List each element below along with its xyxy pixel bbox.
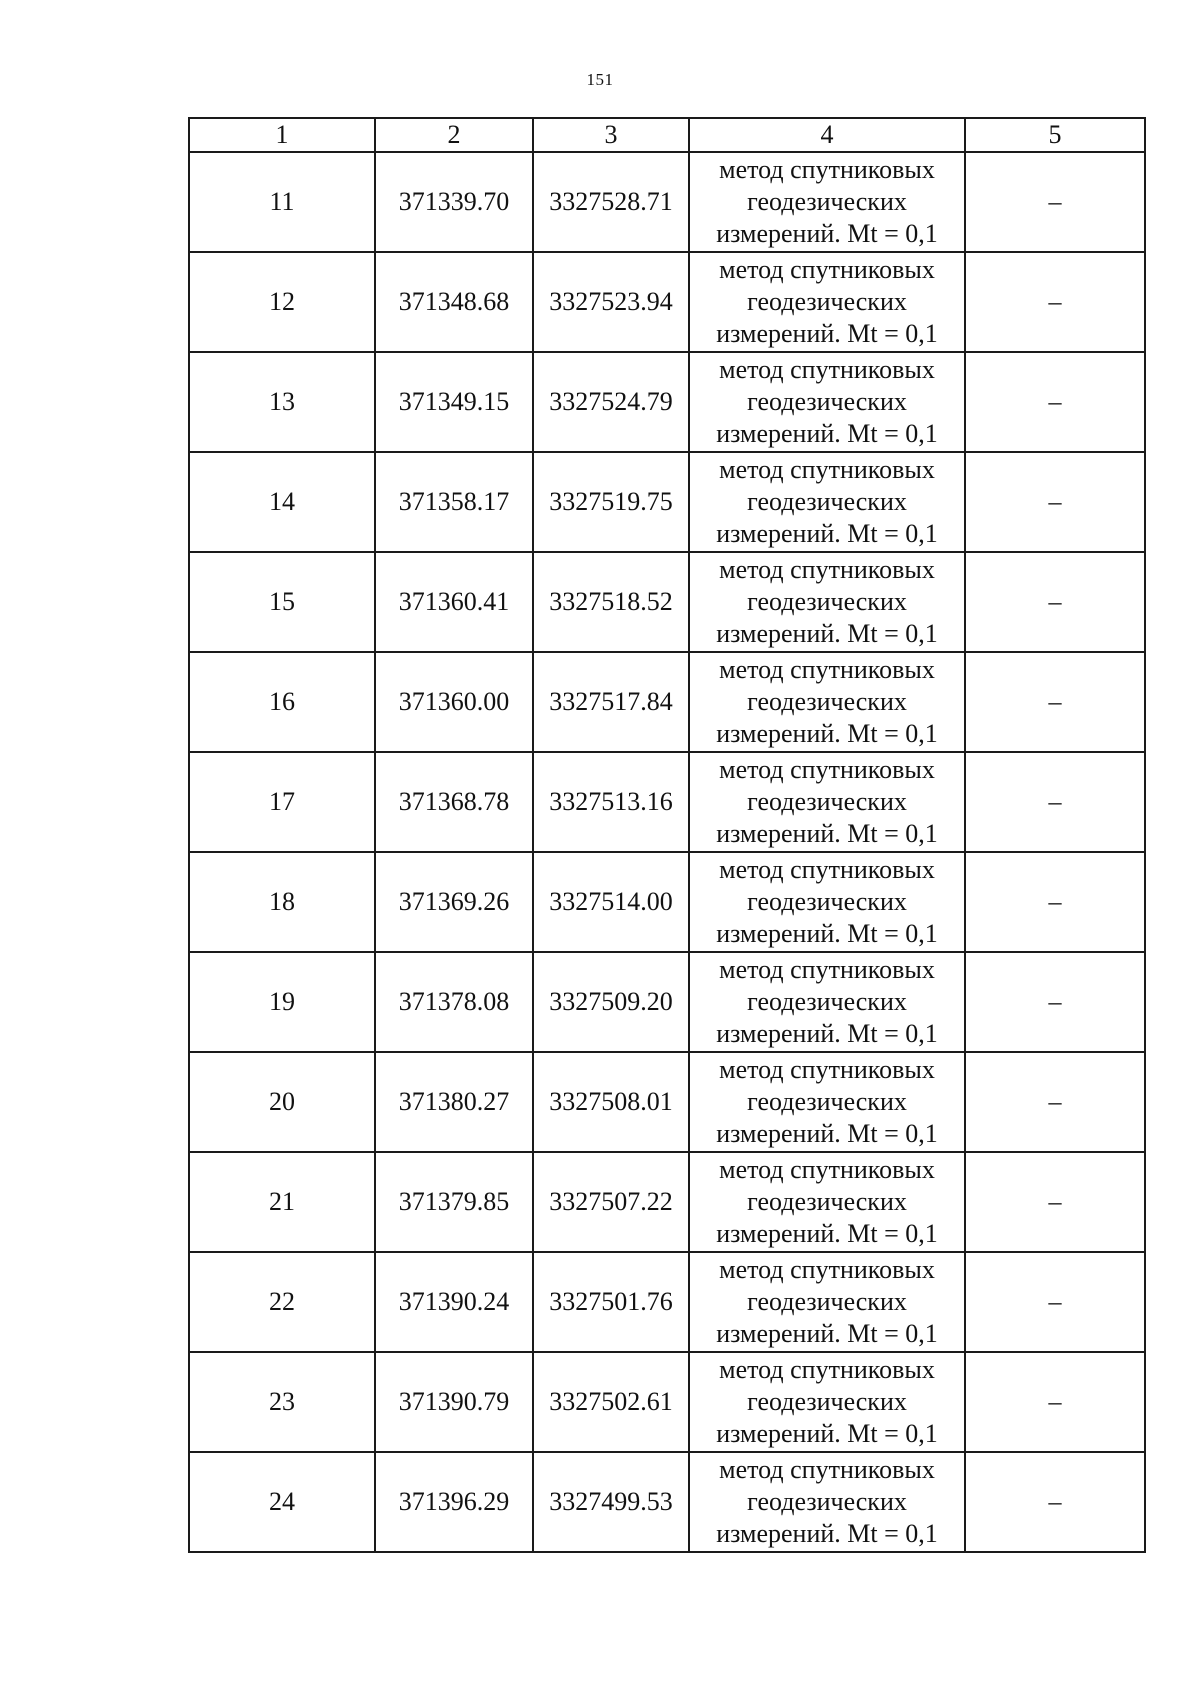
y-coordinate-cell: 3327508.01 <box>533 1052 689 1152</box>
y-coordinate-cell: 3327499.53 <box>533 1452 689 1552</box>
point-number-cell: 17 <box>189 752 375 852</box>
method-cell <box>689 652 965 752</box>
method-cell <box>689 1052 965 1152</box>
method-text-line: геодезических <box>747 787 907 816</box>
method-text-line: измерений. Mt = 0,1 <box>716 819 938 848</box>
method-text-line: метод спутниковых <box>719 455 935 484</box>
x-coordinate-cell: 371368.78 <box>375 752 533 852</box>
method-text-line: геодезических <box>747 1287 907 1316</box>
method-text-line: метод спутниковых <box>719 1155 935 1184</box>
method-text-line: измерений. Mt = 0,1 <box>716 519 938 548</box>
y-coordinate-cell: 3327501.76 <box>533 1252 689 1352</box>
method-text-line: метод спутниковых <box>719 355 935 384</box>
method-cell <box>689 1452 965 1552</box>
x-coordinate-cell: 371396.29 <box>375 1452 533 1552</box>
method-cell <box>689 352 965 452</box>
method-text-line: геодезических <box>747 887 907 916</box>
method-text-line: геодезических <box>747 1487 907 1516</box>
method-text-line: измерений. Mt = 0,1 <box>716 1319 938 1348</box>
header-cell-2: 2 <box>375 118 533 152</box>
method-cell <box>689 752 965 852</box>
note-cell: – <box>965 752 1145 852</box>
method-text-line: измерений. Mt = 0,1 <box>716 219 938 248</box>
x-coordinate-cell: 371390.79 <box>375 1352 533 1452</box>
x-coordinate-cell: 371358.17 <box>375 452 533 552</box>
x-coordinate-cell: 371379.85 <box>375 1152 533 1252</box>
header-cell-5: 5 <box>965 118 1145 152</box>
x-coordinate-cell: 371390.24 <box>375 1252 533 1352</box>
method-text-line: метод спутниковых <box>719 1255 935 1284</box>
y-coordinate-cell: 3327518.52 <box>533 552 689 652</box>
point-number-cell: 19 <box>189 952 375 1052</box>
table-row <box>189 652 1145 752</box>
x-coordinate-cell: 371348.68 <box>375 252 533 352</box>
note-cell: – <box>965 552 1145 652</box>
method-text-line: геодезических <box>747 687 907 716</box>
method-text-line: измерений. Mt = 0,1 <box>716 319 938 348</box>
note-cell: – <box>965 252 1145 352</box>
note-cell: – <box>965 452 1145 552</box>
y-coordinate-cell: 3327509.20 <box>533 952 689 1052</box>
method-cell <box>689 1252 965 1352</box>
table-row <box>189 1152 1145 1252</box>
point-number-cell: 20 <box>189 1052 375 1152</box>
method-text-line: измерений. Mt = 0,1 <box>716 1419 938 1448</box>
y-coordinate-cell: 3327507.22 <box>533 1152 689 1252</box>
method-text-line: метод спутниковых <box>719 955 935 984</box>
method-text-line: метод спутниковых <box>719 655 935 684</box>
x-coordinate-cell: 371369.26 <box>375 852 533 952</box>
method-text-line: метод спутниковых <box>719 1355 935 1384</box>
point-number-cell: 11 <box>189 152 375 252</box>
header-cell-1: 1 <box>189 118 375 152</box>
note-cell: – <box>965 1152 1145 1252</box>
table-row <box>189 1452 1145 1552</box>
method-text-line: метод спутниковых <box>719 855 935 884</box>
table-row <box>189 852 1145 952</box>
note-cell: – <box>965 652 1145 752</box>
method-text-line: измерений. Mt = 0,1 <box>716 719 938 748</box>
table-row <box>189 552 1145 652</box>
method-cell <box>689 1152 965 1252</box>
table-body <box>189 152 1145 1552</box>
table-row <box>189 752 1145 852</box>
method-text-line: геодезических <box>747 287 907 316</box>
y-coordinate-cell: 3327528.71 <box>533 152 689 252</box>
y-coordinate-cell: 3327519.75 <box>533 452 689 552</box>
note-cell: – <box>965 1452 1145 1552</box>
point-number-cell: 15 <box>189 552 375 652</box>
point-number-cell: 13 <box>189 352 375 452</box>
table-row <box>189 952 1145 1052</box>
coordinates-table <box>188 117 1146 1553</box>
table-row <box>189 1352 1145 1452</box>
y-coordinate-cell: 3327517.84 <box>533 652 689 752</box>
point-number-cell: 12 <box>189 252 375 352</box>
x-coordinate-cell: 371339.70 <box>375 152 533 252</box>
point-number-cell: 21 <box>189 1152 375 1252</box>
method-text-line: метод спутниковых <box>719 555 935 584</box>
method-text-line: геодезических <box>747 987 907 1016</box>
note-cell: – <box>965 152 1145 252</box>
method-text-line: геодезических <box>747 387 907 416</box>
method-text-line: геодезических <box>747 1387 907 1416</box>
note-cell: – <box>965 352 1145 452</box>
method-text-line: метод спутниковых <box>719 155 935 184</box>
point-number-cell: 24 <box>189 1452 375 1552</box>
method-text-line: метод спутниковых <box>719 755 935 784</box>
y-coordinate-cell: 3327514.00 <box>533 852 689 952</box>
method-text-line: измерений. Mt = 0,1 <box>716 1219 938 1248</box>
point-number-cell: 22 <box>189 1252 375 1352</box>
y-coordinate-cell: 3327513.16 <box>533 752 689 852</box>
point-number-cell: 16 <box>189 652 375 752</box>
method-cell <box>689 852 965 952</box>
header-row <box>189 118 1145 152</box>
x-coordinate-cell: 371349.15 <box>375 352 533 452</box>
method-text-line: геодезических <box>747 1087 907 1116</box>
note-cell: – <box>965 1252 1145 1352</box>
point-number-cell: 14 <box>189 452 375 552</box>
method-cell <box>689 152 965 252</box>
method-cell <box>689 452 965 552</box>
method-text-line: измерений. Mt = 0,1 <box>716 1519 938 1548</box>
x-coordinate-cell: 371360.00 <box>375 652 533 752</box>
note-cell: – <box>965 1052 1145 1152</box>
table-row <box>189 1052 1145 1152</box>
note-cell: – <box>965 852 1145 952</box>
method-text-line: метод спутниковых <box>719 255 935 284</box>
x-coordinate-cell: 371378.08 <box>375 952 533 1052</box>
table-row <box>189 352 1145 452</box>
method-text-line: геодезических <box>747 487 907 516</box>
method-text-line: метод спутниковых <box>719 1455 935 1484</box>
x-coordinate-cell: 371360.41 <box>375 552 533 652</box>
method-cell <box>689 252 965 352</box>
method-text-line: измерений. Mt = 0,1 <box>716 419 938 448</box>
note-cell: – <box>965 1352 1145 1452</box>
method-text-line: геодезических <box>747 1187 907 1216</box>
table-row <box>189 452 1145 552</box>
page-number: 151 <box>586 70 614 89</box>
table-row <box>189 252 1145 352</box>
note-cell: – <box>965 952 1145 1052</box>
table-row <box>189 1252 1145 1352</box>
table-header <box>189 118 1145 152</box>
y-coordinate-cell: 3327523.94 <box>533 252 689 352</box>
method-text-line: измерений. Mt = 0,1 <box>716 619 938 648</box>
y-coordinate-cell: 3327524.79 <box>533 352 689 452</box>
method-text-line: геодезических <box>747 187 907 216</box>
point-number-cell: 23 <box>189 1352 375 1452</box>
header-cell-4: 4 <box>689 118 965 152</box>
method-text-line: измерений. Mt = 0,1 <box>716 1019 938 1048</box>
y-coordinate-cell: 3327502.61 <box>533 1352 689 1452</box>
method-text-line: измерений. Mt = 0,1 <box>716 919 938 948</box>
method-text-line: метод спутниковых <box>719 1055 935 1084</box>
point-number-cell: 18 <box>189 852 375 952</box>
method-text-line: геодезических <box>747 587 907 616</box>
header-cell-3: 3 <box>533 118 689 152</box>
table-row <box>189 152 1145 252</box>
method-cell <box>689 552 965 652</box>
method-text-line: измерений. Mt = 0,1 <box>716 1119 938 1148</box>
method-cell <box>689 952 965 1052</box>
method-cell <box>689 1352 965 1452</box>
x-coordinate-cell: 371380.27 <box>375 1052 533 1152</box>
